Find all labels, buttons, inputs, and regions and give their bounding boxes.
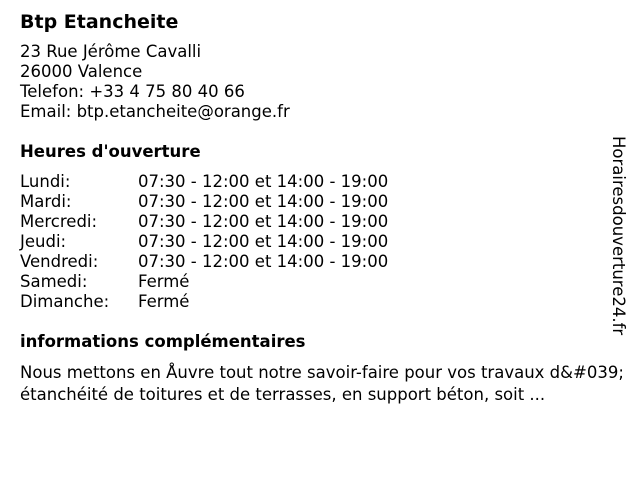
business-card [20,10,624,406]
info-description: Nous mettons en Åuvre tout notre savoir-faire pour vos travaux d&#039;étanchéité de toitures et de terrasses, en support béton, soit ... [20,363,624,404]
day-hours: 07:30 - 12:00 et 14:00 - 19:00 [138,252,389,271]
day-hours: Fermé [138,272,190,291]
hours-row-friday [20,252,620,272]
hours-row-tuesday [20,192,620,212]
hours-row-thursday [20,232,620,252]
day-hours: 07:30 - 12:00 et 14:00 - 19:00 [138,232,389,251]
business-name: Btp Etancheite [20,11,179,33]
day-label: Vendredi: [20,252,99,271]
day-hours: 07:30 - 12:00 et 14:00 - 19:00 [138,212,389,231]
day-hours: 07:30 - 12:00 et 14:00 - 19:00 [138,172,389,191]
hours-row-sunday [20,292,620,312]
day-label: Dimanche: [20,292,110,311]
day-label: Mardi: [20,192,72,211]
phone-line: Telefon: +33 4 75 80 40 66 [20,82,245,101]
day-hours: 07:30 - 12:00 et 14:00 - 19:00 [138,192,389,211]
day-label: Jeudi: [20,232,67,251]
day-label: Mercredi: [20,212,98,231]
hours-section-title: Heures d'ouverture [20,142,201,161]
hours-row-saturday [20,272,620,292]
site-watermark: Horairesdouverture24.fr [609,136,628,336]
address-street: 23 Rue Jérôme Cavalli [20,42,202,61]
hours-row-wednesday [20,212,620,232]
email-line: Email: btp.etancheite@orange.fr [20,102,290,121]
day-hours: Fermé [138,292,190,311]
day-label: Samedi: [20,272,88,291]
address-city: 26000 Valence [20,62,143,81]
hours-table [20,172,620,312]
day-label: Lundi: [20,172,71,191]
hours-row-monday [20,172,620,192]
info-section-title: informations complémentaires [20,332,306,351]
